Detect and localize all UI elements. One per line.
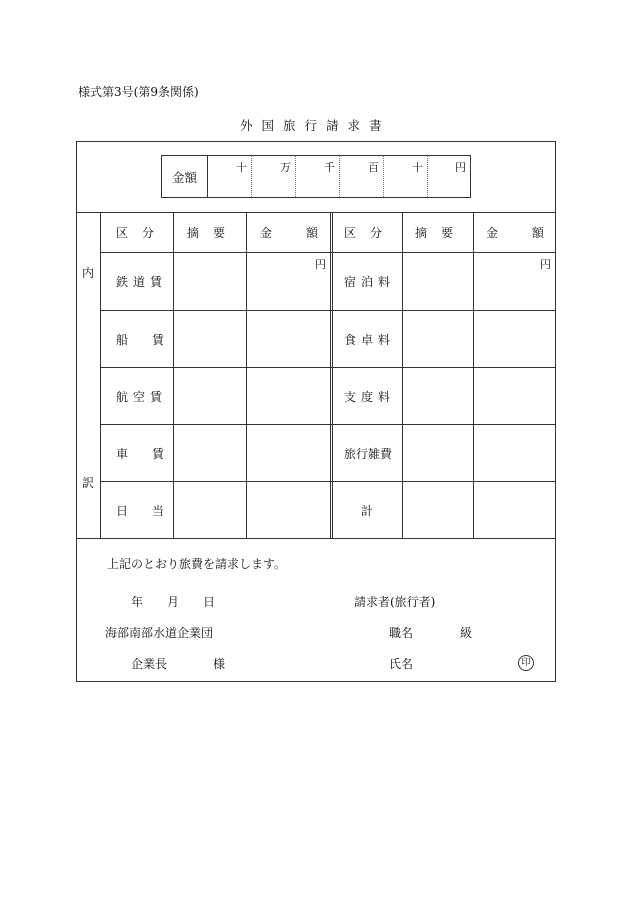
- col-divider: [473, 212, 474, 538]
- digit-yen: 円: [427, 156, 470, 197]
- header-summary-right: 摘要: [415, 226, 468, 240]
- digit-ten: 十: [383, 156, 427, 197]
- yen-unit-right: 円: [540, 258, 551, 271]
- row-label-air: 航空賃: [116, 390, 168, 404]
- seal-mark: 印: [518, 655, 534, 671]
- row-label-daily: 日当: [116, 504, 189, 518]
- claimant-label: 請求者(旅行者): [354, 595, 436, 609]
- name-label: 氏名: [389, 657, 414, 671]
- col-divider: [173, 212, 174, 538]
- header-amount-right: 金額: [486, 226, 579, 240]
- row-label-railway: 鉄道賃: [116, 275, 168, 289]
- addressee-org: 海部南部水道企業団: [105, 626, 214, 640]
- row-label-meal: 食卓料: [344, 333, 396, 347]
- row-label-preparation: 支度料: [344, 390, 396, 404]
- yen-unit-left: 円: [315, 258, 326, 271]
- digit-hundred: 百: [339, 156, 383, 197]
- date-day: 日: [203, 595, 216, 609]
- amount-box: [161, 155, 471, 198]
- row-label-misc: 旅行雑費: [344, 447, 393, 461]
- form-number: 様式第3号(第9条関係): [78, 85, 199, 99]
- date-month: 月: [167, 595, 180, 609]
- header-summary: 摘要: [187, 226, 240, 240]
- header-category-right: 区分: [344, 226, 397, 240]
- col-divider-center: [332, 212, 333, 538]
- digit-ten-thousand: 万: [251, 156, 295, 197]
- breakdown-label-bottom: 訳: [82, 476, 95, 490]
- header-category: 区分: [116, 226, 169, 240]
- col-divider: [402, 212, 403, 538]
- header-amount: 金額: [260, 226, 353, 240]
- col-divider: [246, 212, 247, 538]
- row-label-ship: 船賃: [116, 333, 189, 347]
- col-divider-center: [330, 212, 331, 538]
- amount-label: 金額: [162, 156, 208, 197]
- request-statement: 上記のとおり旅費を請求します。: [107, 557, 287, 571]
- row-label-total: 計: [361, 504, 374, 518]
- row-label-lodging: 宿泊料: [344, 275, 396, 289]
- row-divider: [100, 367, 556, 368]
- breakdown-label-top: 内: [82, 266, 95, 280]
- table-top-line: [76, 212, 556, 213]
- header-divider: [100, 252, 556, 253]
- addressee-title: 企業長: [131, 657, 168, 671]
- grade-label: 級: [460, 626, 473, 640]
- date-year: 年: [131, 595, 144, 609]
- row-divider: [100, 424, 556, 425]
- form-title: 外国旅行請求書: [240, 118, 391, 133]
- position-label: 職名: [389, 626, 414, 640]
- form-frame: [76, 141, 556, 682]
- digit-thousand: 千: [295, 156, 339, 197]
- row-divider: [100, 310, 556, 311]
- row-divider: [100, 481, 556, 482]
- honorific: 様: [213, 657, 226, 671]
- digit-hundred-thousand: 十: [236, 161, 247, 174]
- row-label-car: 車賃: [116, 447, 189, 461]
- col-divider: [100, 212, 101, 538]
- table-bottom-line: [76, 538, 556, 539]
